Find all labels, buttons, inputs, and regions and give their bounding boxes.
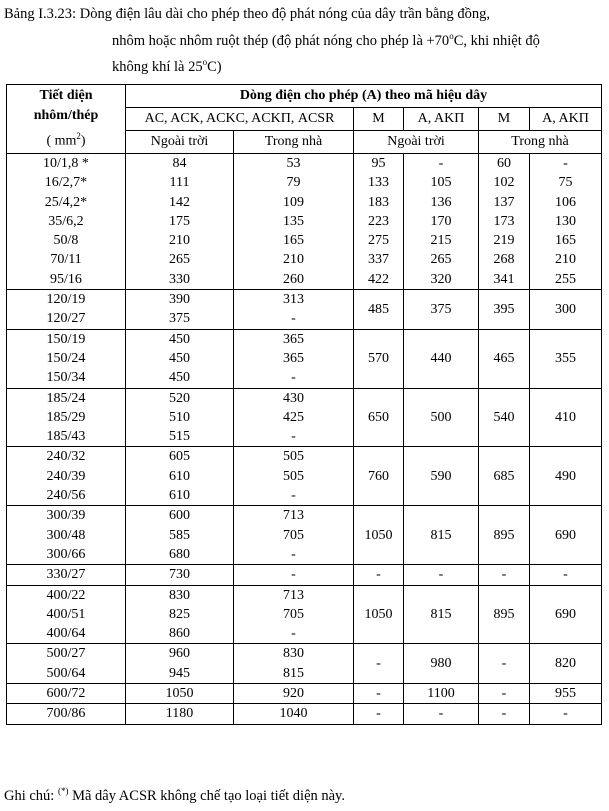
cell-section-value: 240/39 <box>46 468 86 484</box>
cell-m-outdoor-value: 275 <box>368 233 389 249</box>
cell-m-indoor-value: 219 <box>493 233 515 249</box>
cell-m-indoor-value: 268 <box>493 252 515 268</box>
cell-a-indoor-value: 255 <box>555 271 576 287</box>
cell-a-indoor <box>530 290 602 330</box>
cell-ac-indoor-value: 135 <box>283 213 304 229</box>
cell-ac-indoor-value: 430 <box>283 390 304 406</box>
cell-a-indoor <box>530 388 602 447</box>
cell-ac-outdoor-value: 585 <box>169 527 190 543</box>
cell-ac-outdoor-value: 1050 <box>165 686 194 702</box>
cell-ac-outdoor-value: 510 <box>169 409 190 425</box>
cell-ac-indoor <box>234 447 354 506</box>
table-row-group <box>7 585 602 644</box>
current-table <box>6 84 602 725</box>
cell-a-outdoor <box>404 388 479 447</box>
cell-ac-outdoor <box>126 704 234 724</box>
cell-m-indoor-value: 173 <box>493 213 515 229</box>
cell-ac-outdoor-value: 515 <box>169 429 190 445</box>
cell-section <box>7 290 126 330</box>
cell-m-indoor <box>479 565 530 585</box>
cell-a-outdoor-value: 500 <box>430 409 452 425</box>
cell-ac-indoor <box>234 506 354 565</box>
cell-ac-outdoor-value: 210 <box>169 233 190 249</box>
cell-m-outdoor-value: - <box>376 686 381 702</box>
cell-ac-indoor <box>234 585 354 644</box>
cell-m-indoor-value: 540 <box>493 409 515 425</box>
cell-ac-indoor-value: - <box>291 567 296 583</box>
cell-section-value: 700/86 <box>46 706 86 722</box>
cell-a-indoor-value: 690 <box>555 527 576 543</box>
table-row-group <box>7 329 602 388</box>
cell-ac-indoor-value: 505 <box>283 468 304 484</box>
cell-m-outdoor <box>354 506 404 565</box>
cell-section-value: 185/24 <box>46 390 86 406</box>
cell-a-indoor <box>530 154 602 290</box>
subheader-a-indoor: A, AKП <box>530 108 602 131</box>
cell-a-outdoor-value: 1100 <box>427 686 455 702</box>
table-row-group <box>7 154 602 290</box>
cell-ac-indoor-value: 53 <box>286 156 301 171</box>
cell-section-value: 35/6,2 <box>48 213 84 229</box>
cell-a-indoor <box>530 565 602 585</box>
cell-ac-outdoor <box>126 565 234 585</box>
cell-m-indoor <box>479 644 530 684</box>
cell-a-outdoor-value: 265 <box>430 252 452 268</box>
cell-ac-outdoor-value: 730 <box>169 567 190 583</box>
cell-m-outdoor-value: 1050 <box>364 606 393 622</box>
cell-a-outdoor <box>404 704 479 724</box>
cell-m-outdoor <box>354 329 404 388</box>
cell-m-indoor <box>479 154 530 290</box>
cell-a-indoor-value: 955 <box>555 686 576 702</box>
cell-m-outdoor-value: - <box>376 656 381 672</box>
subheader-ac: AC, ACK, ACKC, ACKП, ACSR <box>126 108 354 131</box>
subheader-m-indoor: M <box>479 108 530 131</box>
cell-section <box>7 154 126 290</box>
cell-ac-indoor <box>234 154 354 290</box>
cell-ac-outdoor-value: 600 <box>169 508 190 524</box>
cell-a-outdoor-value: - <box>438 156 444 171</box>
cell-m-outdoor-value: 183 <box>368 194 389 210</box>
table-row-group <box>7 684 602 704</box>
cell-a-outdoor <box>404 329 479 388</box>
cell-ac-outdoor-value: 265 <box>169 252 190 268</box>
cell-ac-outdoor-value: 960 <box>169 646 190 662</box>
cell-section-value: 400/51 <box>46 606 86 622</box>
table-row-group <box>7 565 602 585</box>
cell-a-outdoor-value: 980 <box>430 656 452 672</box>
subheader-a-outdoor: A, AKП <box>404 108 479 131</box>
cell-m-indoor-value: - <box>501 706 507 722</box>
cell-ac-outdoor <box>126 329 234 388</box>
cell-m-indoor-value: - <box>501 656 507 672</box>
cell-ac-indoor-value: 705 <box>283 606 304 622</box>
cell-ac-outdoor-value: 175 <box>169 213 190 229</box>
cell-a-outdoor-value: 375 <box>430 301 452 317</box>
cell-ac-indoor-value: 920 <box>283 686 304 702</box>
cell-m-indoor <box>479 704 530 724</box>
cell-section-value: 300/39 <box>46 508 86 524</box>
cell-ac-outdoor <box>126 290 234 330</box>
cell-ac-outdoor-value: 825 <box>169 606 190 622</box>
cell-a-outdoor <box>404 585 479 644</box>
cell-section-value: 120/27 <box>46 311 86 327</box>
cell-a-indoor-value: 130 <box>555 213 576 229</box>
cell-ac-indoor-value: 705 <box>283 527 304 543</box>
cell-m-outdoor-value: 133 <box>368 175 389 191</box>
cell-a-outdoor-value: 440 <box>430 350 452 366</box>
cell-m-outdoor <box>354 154 404 290</box>
cell-ac-outdoor <box>126 585 234 644</box>
cell-m-outdoor-value: 570 <box>368 350 389 366</box>
cell-m-indoor <box>479 329 530 388</box>
cell-a-indoor-value: 410 <box>555 409 576 425</box>
cell-m-indoor <box>479 447 530 506</box>
cell-a-indoor-value: 820 <box>555 656 576 672</box>
cell-ac-indoor <box>234 684 354 704</box>
cell-ac-outdoor-value: 142 <box>169 194 190 210</box>
cell-ac-indoor-value: 365 <box>283 350 304 366</box>
cell-section <box>7 644 126 684</box>
cell-ac-indoor <box>234 388 354 447</box>
cell-section-value: 150/34 <box>46 370 86 386</box>
cell-a-indoor-value: 355 <box>555 350 576 366</box>
cell-ac-outdoor-value: 945 <box>169 665 190 681</box>
caption-line2: nhôm hoặc nhôm ruột thép (độ phát nóng cho phép là $+70^oC$, khi nhiệt độ <box>112 30 540 49</box>
cell-section-value: 500/64 <box>46 665 86 681</box>
cell-ac-outdoor-value: 390 <box>169 292 190 308</box>
cell-a-indoor-value: 75 <box>558 175 573 191</box>
cell-ac-indoor <box>234 565 354 585</box>
cell-m-outdoor-value: - <box>376 706 381 722</box>
cell-m-indoor-value: 137 <box>493 194 515 210</box>
cell-ac-outdoor <box>126 388 234 447</box>
cell-a-indoor-value: 106 <box>555 194 576 210</box>
cell-a-outdoor-value: 215 <box>430 233 452 249</box>
cell-ac-outdoor-value: 111 <box>169 175 190 191</box>
table-row-group <box>7 704 602 724</box>
cell-m-indoor-value: - <box>501 686 507 702</box>
cell-m-indoor <box>479 506 530 565</box>
cell-ac-indoor-value: 425 <box>283 409 304 425</box>
cell-ac-outdoor <box>126 154 234 290</box>
cell-ac-indoor <box>234 290 354 330</box>
cell-section <box>7 506 126 565</box>
cell-ac-indoor <box>234 644 354 684</box>
cell-a-indoor <box>530 684 602 704</box>
cell-section-value: 10/1,8 * <box>43 156 89 171</box>
cell-a-indoor <box>530 447 602 506</box>
cell-ac-outdoor-value: 450 <box>169 350 190 366</box>
cell-m-outdoor-value: 760 <box>368 468 389 484</box>
cell-section <box>7 704 126 724</box>
group-header: Dòng điện cho phép (A) theo mã hiệu dây <box>126 85 602 108</box>
cell-a-indoor-value: 690 <box>555 606 576 622</box>
cell-a-indoor <box>530 585 602 644</box>
cell-ac-outdoor-value: 375 <box>169 311 190 327</box>
cell-ac-outdoor <box>126 644 234 684</box>
cell-ac-indoor-value: 815 <box>283 665 304 681</box>
cell-a-indoor <box>530 644 602 684</box>
cell-ac-outdoor-value: 450 <box>169 331 190 347</box>
cell-ac-outdoor-value: 605 <box>169 449 190 465</box>
cell-m-outdoor <box>354 644 404 684</box>
cell-ac-indoor-value: - <box>291 370 296 386</box>
cell-section-value: 240/56 <box>46 488 86 504</box>
cell-a-outdoor <box>404 154 479 290</box>
cell-m-outdoor <box>354 447 404 506</box>
cell-m-indoor-value: 465 <box>493 350 515 366</box>
cell-m-outdoor <box>354 565 404 585</box>
cell-a-outdoor-value: - <box>438 706 444 722</box>
section-header: Tiết diện nhôm/thép ( $mm^2$) <box>7 85 126 154</box>
cell-m-indoor-value: 60 <box>497 156 511 171</box>
caption-line1: Dòng điện lâu dài cho phép theo độ phát nóng của dây trần bằng đồng, <box>79 6 491 22</box>
cell-ac-indoor-value: 313 <box>283 292 304 308</box>
cell-a-outdoor-value: 320 <box>430 271 452 287</box>
cell-ac-outdoor <box>126 684 234 704</box>
cell-m-indoor-value: 895 <box>493 527 515 543</box>
cell-section-value: 50/8 <box>53 233 79 249</box>
cell-a-indoor-value: 490 <box>555 468 576 484</box>
cell-a-outdoor <box>404 290 479 330</box>
cell-section <box>7 329 126 388</box>
cell-ac-outdoor-value: 680 <box>169 546 190 562</box>
cell-section-value: 185/29 <box>46 409 86 425</box>
cell-a-indoor-value: - <box>563 567 568 583</box>
cell-section <box>7 388 126 447</box>
cell-m-outdoor-value: - <box>376 567 381 583</box>
cell-m-indoor <box>479 585 530 644</box>
cell-m-outdoor <box>354 585 404 644</box>
cell-ac-indoor-value: 365 <box>283 331 304 347</box>
cell-m-outdoor <box>354 290 404 330</box>
cell-ac-outdoor-value: 520 <box>169 390 190 406</box>
cell-m-outdoor-value: 650 <box>368 409 389 425</box>
cell-section-value: 150/19 <box>46 331 86 347</box>
cell-m-indoor-value: 895 <box>493 606 515 622</box>
cell-ac-outdoor-value: 860 <box>169 626 190 642</box>
cell-a-outdoor-value: 815 <box>430 527 452 543</box>
cell-a-outdoor-value: 170 <box>430 213 452 229</box>
cell-m-outdoor <box>354 684 404 704</box>
cell-a-indoor-value: 165 <box>555 233 576 249</box>
cell-ac-indoor-value: - <box>291 429 296 445</box>
cell-section <box>7 447 126 506</box>
cell-m-indoor-value: - <box>501 567 507 583</box>
header-indoor-ac: Trong nhà <box>234 131 354 154</box>
cell-a-indoor-value: - <box>563 706 568 722</box>
cell-ac-outdoor-value: 450 <box>169 370 190 386</box>
cell-section-value: 300/66 <box>46 546 86 562</box>
cell-ac-indoor-value: 1040 <box>279 706 308 722</box>
cell-section <box>7 684 126 704</box>
cell-ac-indoor-value: 165 <box>283 233 304 249</box>
cell-m-indoor-value: 341 <box>493 271 515 287</box>
cell-a-indoor <box>530 506 602 565</box>
cell-ac-outdoor-value: 610 <box>169 468 190 484</box>
table-row-group <box>7 388 602 447</box>
cell-ac-outdoor <box>126 447 234 506</box>
cell-a-indoor <box>530 329 602 388</box>
cell-m-outdoor-value: 95 <box>371 156 386 171</box>
cell-m-indoor-value: 395 <box>493 301 515 317</box>
cell-a-outdoor-value: 136 <box>430 194 452 210</box>
cell-m-outdoor-value: 422 <box>368 271 389 287</box>
cell-ac-indoor <box>234 329 354 388</box>
cell-m-indoor <box>479 684 530 704</box>
cell-section-value: 300/48 <box>46 527 86 543</box>
cell-a-indoor-value: 210 <box>555 252 576 268</box>
cell-ac-outdoor-value: 84 <box>172 156 187 171</box>
caption-label: Bảng I.3.23: <box>4 6 77 22</box>
header-indoor-ma: Trong nhà <box>479 131 602 154</box>
cell-ac-indoor-value: - <box>291 488 296 504</box>
cell-ac-outdoor-value: 610 <box>169 488 190 504</box>
cell-a-outdoor <box>404 506 479 565</box>
table-caption <box>4 4 604 78</box>
cell-m-indoor <box>479 388 530 447</box>
cell-ac-indoor-value: 713 <box>283 587 304 603</box>
cell-a-outdoor <box>404 565 479 585</box>
cell-ac-indoor-value: - <box>291 311 296 327</box>
cell-ac-indoor-value: 260 <box>283 271 304 287</box>
cell-ac-outdoor <box>126 506 234 565</box>
cell-a-outdoor-value: 590 <box>430 468 452 484</box>
cell-ac-indoor-value: 109 <box>283 194 304 210</box>
cell-ac-indoor-value: 210 <box>283 252 304 268</box>
cell-a-outdoor-value: - <box>438 567 444 583</box>
header-outdoor-ma: Ngoài trời <box>354 131 479 154</box>
cell-section-value: 150/24 <box>46 350 86 366</box>
cell-section-value: 400/64 <box>46 626 86 642</box>
cell-m-outdoor <box>354 388 404 447</box>
cell-ac-indoor-value: - <box>291 626 296 642</box>
cell-m-outdoor-value: 337 <box>368 252 389 268</box>
header-outdoor-ac: Ngoài trời <box>126 131 234 154</box>
cell-section-value: 95/16 <box>50 271 82 287</box>
cell-a-outdoor-value: 105 <box>430 175 452 191</box>
cell-ac-indoor-value: - <box>291 546 296 562</box>
table-row-group <box>7 506 602 565</box>
cell-section-value: 16/2,7* <box>44 175 88 191</box>
cell-section-value: 185/43 <box>46 429 86 445</box>
cell-a-outdoor <box>404 684 479 704</box>
cell-m-outdoor-value: 1050 <box>364 527 393 543</box>
cell-section-value: 70/11 <box>50 252 82 268</box>
cell-ac-outdoor-value: 330 <box>169 271 190 287</box>
table-row-group <box>7 447 602 506</box>
cell-a-outdoor-value: 815 <box>430 606 452 622</box>
cell-m-outdoor <box>354 704 404 724</box>
cell-section-value: 400/22 <box>46 587 86 603</box>
cell-section-value: 25/4,2* <box>44 194 88 210</box>
cell-ac-outdoor-value: 1180 <box>165 706 194 722</box>
cell-a-indoor-value: - <box>563 156 568 171</box>
table-row-group <box>7 290 602 330</box>
cell-section <box>7 585 126 644</box>
cell-ac-indoor <box>234 704 354 724</box>
cell-a-outdoor <box>404 447 479 506</box>
cell-m-indoor-value: 102 <box>493 175 515 191</box>
caption-line3: không khí là 25$^o$C) <box>112 56 222 75</box>
cell-section-value: 600/72 <box>46 686 86 702</box>
cell-a-indoor-value: 300 <box>555 301 576 317</box>
subheader-m-outdoor: M <box>354 108 404 131</box>
cell-section-value: 500/27 <box>46 646 86 662</box>
cell-ac-indoor-value: 713 <box>283 508 304 524</box>
footnote: Ghi chú: (*) Mã dây ACSR không chế tạo loại tiết diện này. <box>4 786 345 804</box>
cell-m-outdoor-value: 223 <box>368 213 389 229</box>
cell-m-indoor-value: 685 <box>493 468 515 484</box>
cell-section <box>7 565 126 585</box>
cell-section-value: 120/19 <box>46 292 86 308</box>
cell-a-outdoor <box>404 644 479 684</box>
cell-ac-outdoor-value: 830 <box>169 587 190 603</box>
cell-section-value: 240/32 <box>46 449 86 465</box>
cell-ac-indoor-value: 79 <box>286 175 301 191</box>
table-row-group <box>7 644 602 684</box>
cell-section-value: 330/27 <box>46 567 86 583</box>
cell-a-indoor <box>530 704 602 724</box>
cell-ac-indoor-value: 505 <box>283 449 304 465</box>
cell-m-indoor <box>479 290 530 330</box>
cell-ac-indoor-value: 830 <box>283 646 304 662</box>
cell-m-outdoor-value: 485 <box>368 301 389 317</box>
